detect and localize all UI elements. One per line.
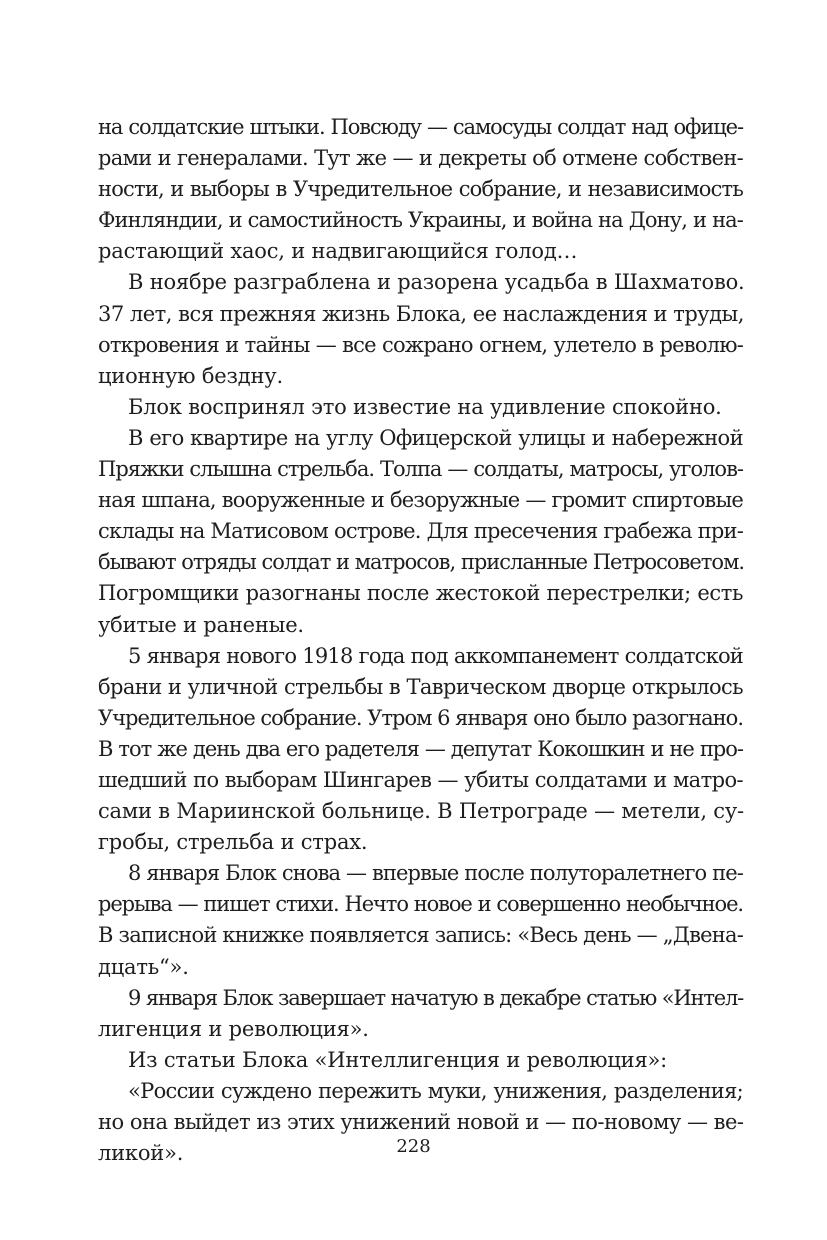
- text-line: В ноябре разграблена и разорена усадьба в Шахматово.: [128, 270, 745, 295]
- text-line: убитые и раненые.: [98, 612, 304, 637]
- text-line: 5 января нового 1918 года под аккомпанемент солдатской: [128, 643, 743, 668]
- page-number: 228: [396, 1136, 431, 1157]
- text-line: Пряжки слышна стрельба. Толпа — солдаты, матросы, уголов-: [98, 457, 743, 482]
- text-line: «России суждено пережить муки, унижения, разделения;: [128, 1078, 743, 1103]
- text-line: брани и уличной стрельбы в Таврическом дворце открылось: [98, 674, 743, 699]
- text-line: шедший по выборам Шингарев — убиты солдатами и матро-: [98, 767, 743, 792]
- text-line: Из статьи Блока «Интеллигенция и революция»:: [128, 1047, 668, 1072]
- text-line: 9 января Блок завершает начатую в декабре статью «Интел-: [128, 985, 743, 1010]
- text-line: дцать“».: [98, 954, 189, 979]
- text-line: 37 лет, вся прежняя жизнь Блока, ее наслаждения и труды,: [98, 301, 744, 326]
- text-line: гробы, стрельба и страх.: [98, 830, 368, 855]
- text-line: склады на Матисовом острове. Для пресечения грабежа при-: [98, 519, 743, 544]
- text-line: 8 января Блок снова — впервые после полуторалетнего пе-: [128, 861, 743, 886]
- text-line: В записной книжке появляется запись: «Весь день — „Двена-: [98, 923, 743, 948]
- text-line: рерыва — пишет стихи. Нечто новое и совершенно необычное.: [98, 892, 743, 917]
- text-block: [98, 112, 743, 1169]
- text-line: бывают отряды солдат и матросов, присланные Петросоветом.: [98, 550, 745, 575]
- text-line: Финляндии, и самостийность Украины, и война на Дону, и на-: [98, 208, 743, 233]
- text-line: ная шпана, вооруженные и безоружные — громит спиртовые: [98, 488, 743, 513]
- text-line: Погромщики разогнаны после жестокой перестрелки; есть: [98, 581, 743, 606]
- text-line: откровения и тайны — все сожрано огнем, улетело в револю-: [98, 332, 743, 357]
- text-line: растающий хаос, и надвигающийся голод…: [98, 239, 578, 264]
- text-line: Блок воспринял это известие на удивление спокойно.: [128, 394, 722, 419]
- text-line: Учредительное собрание. Утром 6 января оно было разогнано.: [98, 705, 743, 730]
- text-line: лигенция и революция».: [98, 1016, 369, 1041]
- text-line: В его квартире на углу Офицерской улицы и набережной: [128, 425, 743, 450]
- text-line: ликой».: [98, 1141, 184, 1166]
- text-line: рами и генералами. Тут же — и декреты об отмене собствен-: [98, 146, 743, 171]
- text-line: ционную бездну.: [98, 363, 283, 388]
- text-line: ности, и выборы в Учредительное собрание, и независимость: [98, 177, 743, 202]
- text-line: В тот же день два его радетеля — депутат Кокошкин и не про-: [98, 736, 743, 761]
- text-line: но она выйдет из этих унижений новой и — по-новому — ве-: [98, 1110, 744, 1134]
- text-line: сами в Мариинской больнице. В Петрограде — метели, су-: [98, 799, 744, 824]
- text-line: на солдатские штыки. Повсюду — самосуды солдат над офице-: [98, 115, 743, 139]
